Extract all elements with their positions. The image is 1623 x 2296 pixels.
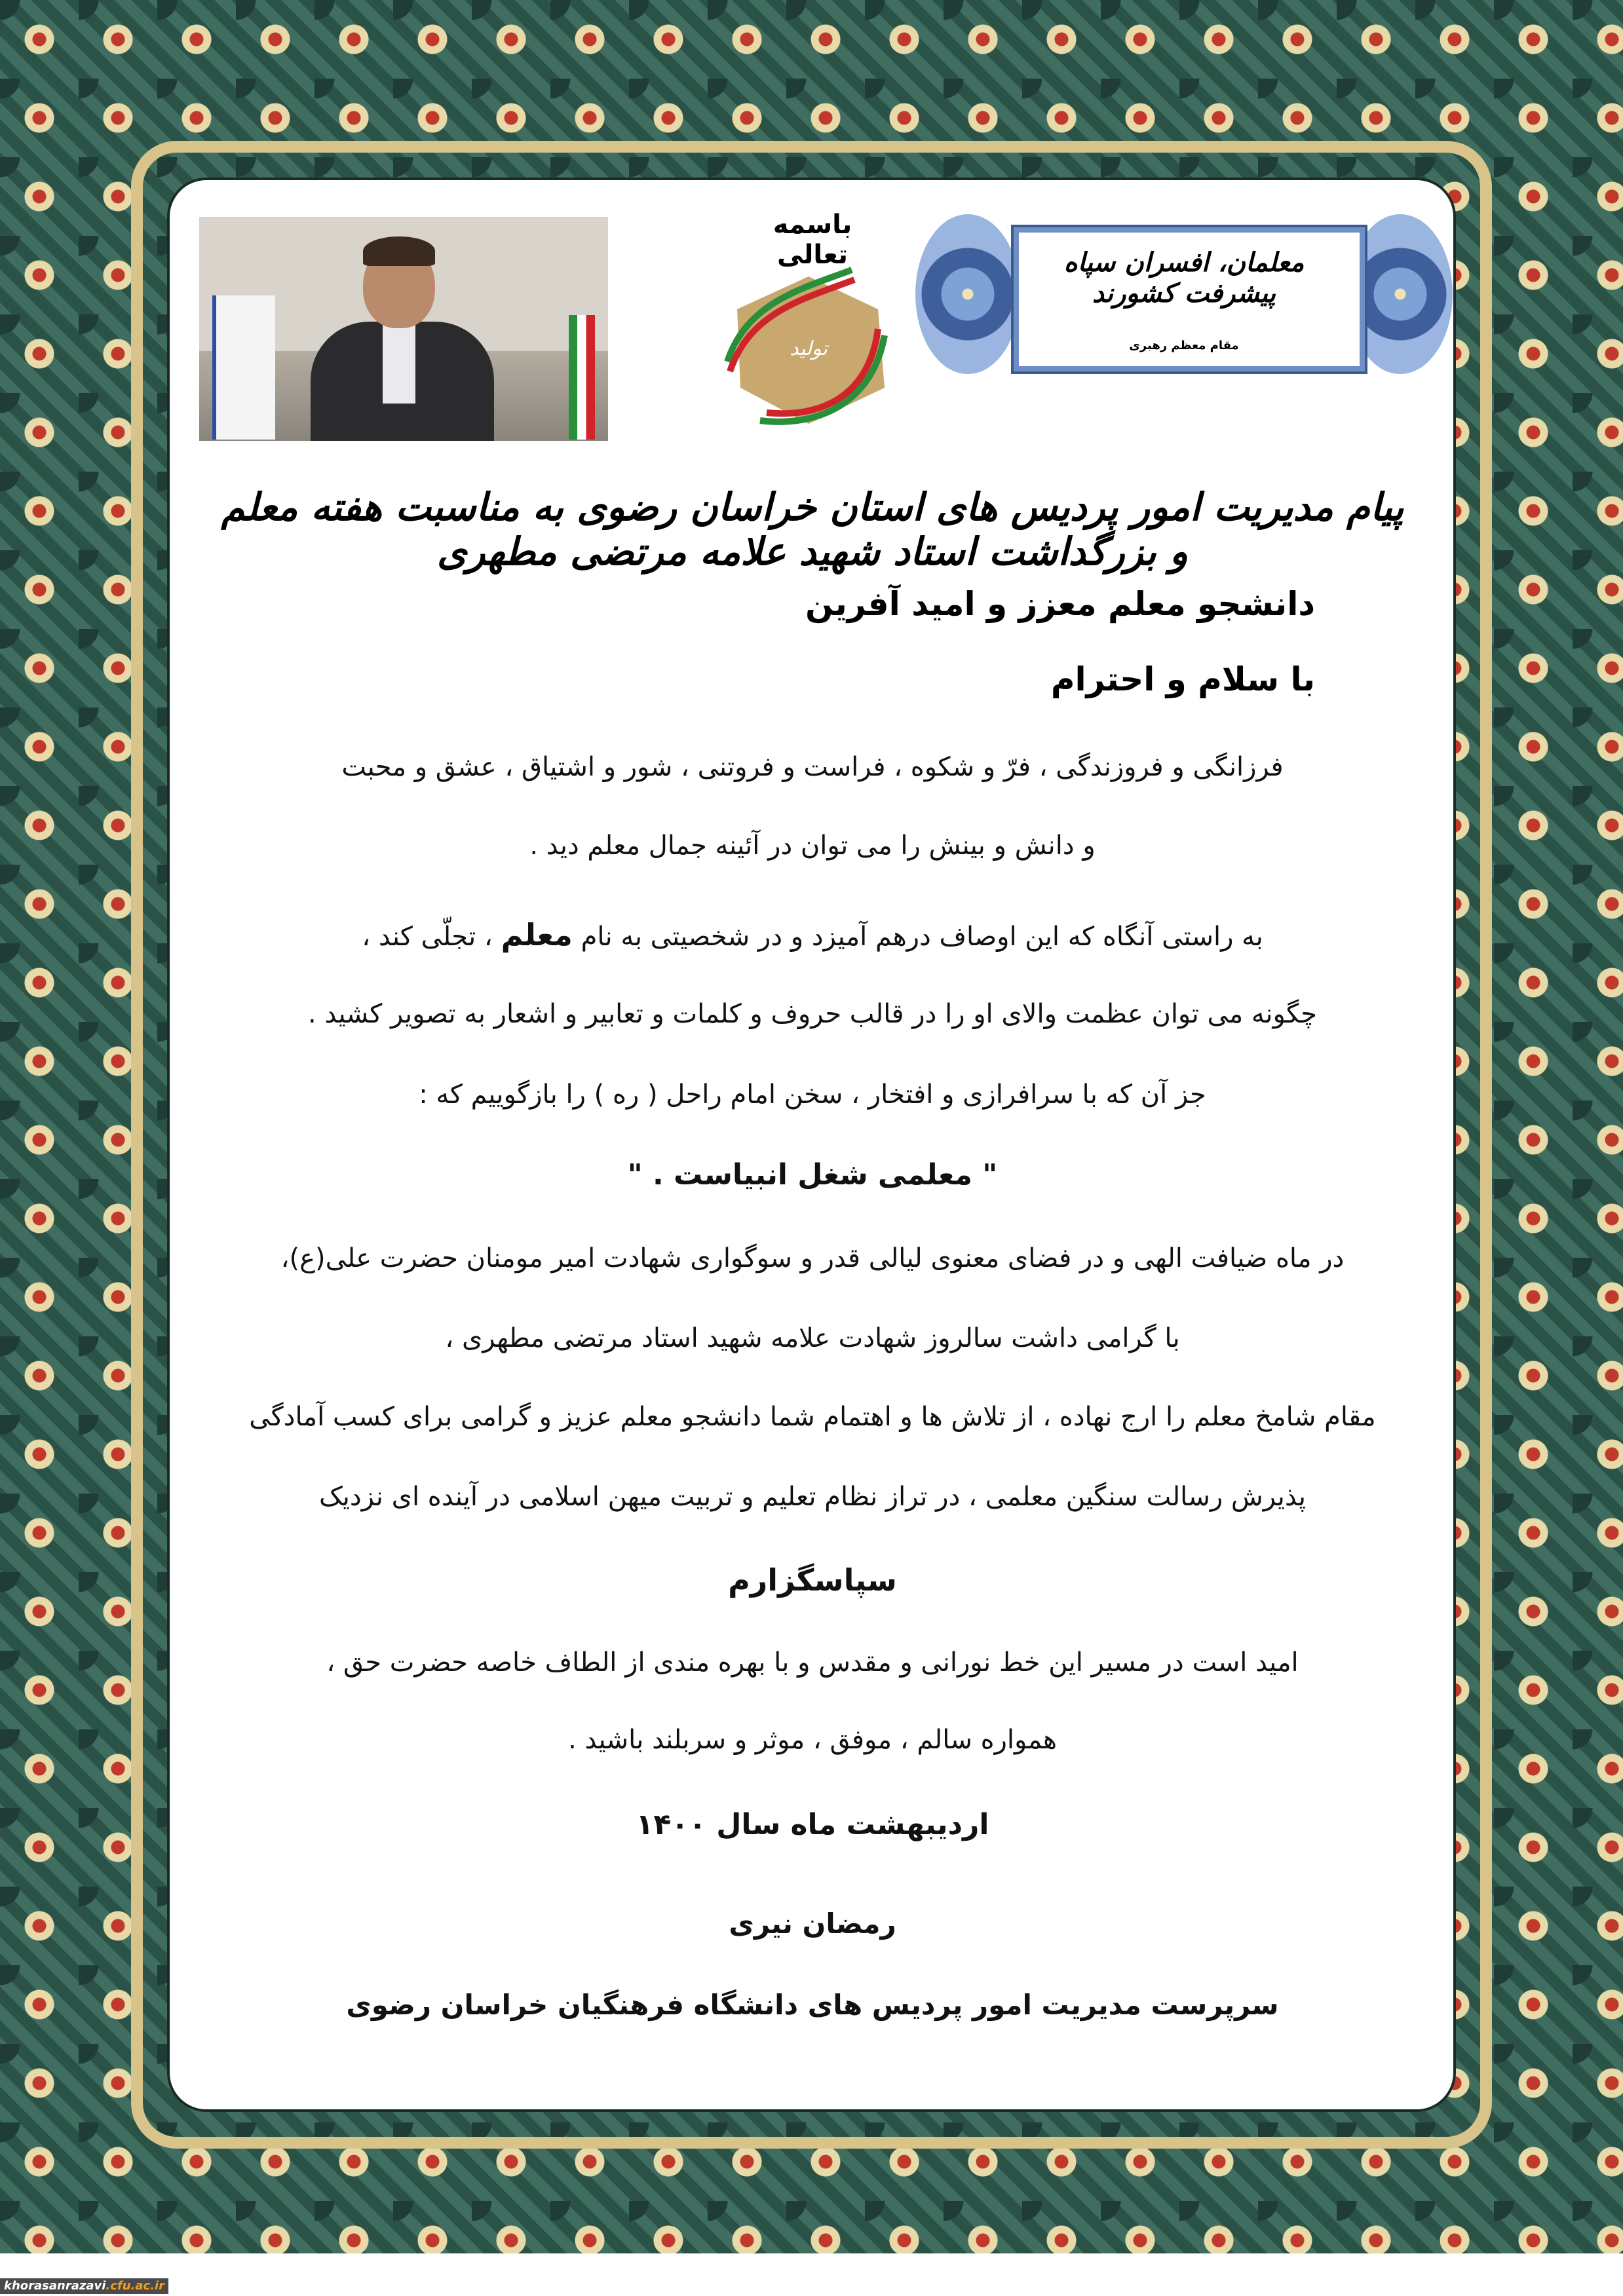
greeting-addressee: دانشجو معلم معزز و امید آفرین	[805, 585, 1315, 623]
body-line: در ماه ضیافت الهی و در فضای معنوی لیالی قدر و سوگواری شهادت امیر مومنان حضرت علی(ع)،	[280, 1243, 1345, 1273]
message-title: پیام مدیریت امور پردیس های استان خراسان رضوی به مناسبت هفته معلم و بزرگداشت استاد شهید علامه مرتضی مطهری	[221, 485, 1404, 574]
teacher-emphasis: معلم	[501, 917, 573, 952]
quote-frame	[915, 208, 1453, 381]
production-year-logo	[721, 263, 896, 432]
body-line: و دانش و بینش را می توان در آئینه جمال معلم دید .	[529, 831, 1096, 861]
message-date: اردیبهشت ماه سال ۱۴۰۰	[636, 1808, 989, 1841]
body-text: به راستی آنگاه که این اوصاف درهم آمیزد و در شخصیتی به نام	[572, 922, 1263, 952]
body-line	[197, 917, 1428, 952]
imam-quote: " معلمی شغل انبیاست . "	[627, 1158, 998, 1192]
body-line: پذیرش رسالت سنگین معلمی ، در تراز نظام تعلیم و تربیت میهن اسلامی در آینده ای نزدیک	[318, 1482, 1307, 1512]
body-line: فرزانگی و فروزندگی ، فرّ و شکوه ، فراست و فروتنی ، شور و اشتیاق ، عشق و محبت	[341, 752, 1284, 782]
body-text: ، تجلّی کند ،	[362, 922, 501, 952]
arabesque-left-ornament	[915, 214, 1020, 374]
bismillah-heading: باسمه تعالی	[773, 210, 852, 270]
greeting-salutation: با سلام و احترام	[1050, 660, 1315, 698]
body-line: همواره سالم ، موفق ، موثر و سربلند باشید .	[568, 1725, 1057, 1755]
university-flag	[212, 295, 275, 440]
leader-quote: معلمان، افسران سپاه پیشرفت کشورند	[1063, 247, 1305, 309]
logo-text: تولید	[790, 337, 828, 360]
iran-flag	[569, 315, 595, 440]
body-line: جز آن که با سرافرازی و افتخار ، سخن امام راحل ( ره ) را بازگوییم که :	[419, 1080, 1206, 1110]
watermark-domain: khorasanrazavi	[4, 2279, 106, 2293]
official-photo	[199, 217, 608, 441]
site-watermark	[0, 2278, 168, 2294]
watermark-suffix: .cfu.ac.ir	[105, 2279, 165, 2293]
body-line: چگونه می توان عظمت والای او را در قالب حروف و کلمات و تعابیر و اشعار به تصویر کشید .	[308, 999, 1317, 1029]
signatory-position: سرپرست مدیریت امور پردیس های دانشگاه فرهنگیان خراسان رضوی	[346, 1989, 1279, 2021]
leader-quote-source: مقام معظم رهبری	[1129, 339, 1239, 352]
signatory-name: رمضان نیری	[729, 1908, 896, 1940]
thanks-line: سپاسگزارم	[728, 1562, 897, 1598]
body-line: با گرامی داشت سالروز شهادت علامه شهید استاد مرتضی مطهری ،	[445, 1323, 1180, 1353]
body-line: مقام شامخ معلم را ارج نهاده ، از تلاش ها و اهتمام شما دانشجو معلم عزیز و گرامی برای کسب آمادگی	[249, 1402, 1376, 1432]
body-line: امید است در مسیر این خط نورانی و مقدس و با بهره مندی از الطاف خاصه حضرت حق ،	[326, 1647, 1299, 1678]
